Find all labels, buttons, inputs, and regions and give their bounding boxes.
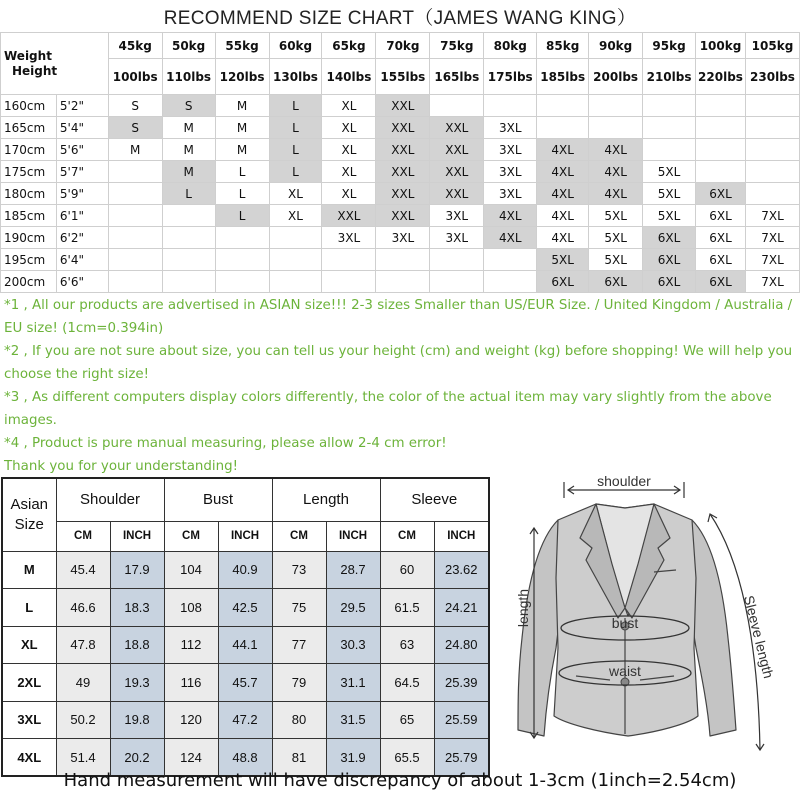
size-cell: M bbox=[162, 117, 215, 139]
size-cell: 4XL bbox=[589, 139, 643, 161]
size-cell: 3XL bbox=[376, 227, 430, 249]
weight-lbs-cell: 120lbs bbox=[215, 59, 269, 95]
inch-value-cell: 18.3 bbox=[110, 589, 164, 627]
size-cell: 3XL bbox=[484, 161, 537, 183]
height-row bbox=[1, 227, 800, 249]
height-cm-cell: 170cm bbox=[1, 139, 57, 161]
size-cell: XXL bbox=[430, 139, 484, 161]
cm-value-cell: 51.4 bbox=[56, 739, 110, 777]
size-cell: 5XL bbox=[643, 205, 696, 227]
size-cell bbox=[643, 117, 696, 139]
cm-value-cell: 120 bbox=[164, 701, 218, 739]
weight-lbs-cell: 165lbs bbox=[430, 59, 484, 95]
weight-lbs-cell: 200lbs bbox=[589, 59, 643, 95]
cm-value-cell: 77 bbox=[272, 626, 326, 664]
size-cell: S bbox=[108, 95, 162, 117]
corner-height-label: Height bbox=[12, 63, 58, 78]
cm-value-cell: 108 bbox=[164, 589, 218, 627]
height-cm-cell: 175cm bbox=[1, 161, 57, 183]
size-cell bbox=[484, 271, 537, 293]
height-ft-cell: 6'4" bbox=[56, 249, 108, 271]
size-cell: 6XL bbox=[696, 205, 746, 227]
measurement-group-length: Length bbox=[272, 478, 380, 521]
size-cell: XL bbox=[269, 183, 322, 205]
size-cell: M bbox=[162, 139, 215, 161]
inch-value-cell: 17.9 bbox=[110, 551, 164, 589]
height-ft-cell: 6'6" bbox=[56, 271, 108, 293]
weight-lbs-cell: 110lbs bbox=[162, 59, 215, 95]
size-cell: L bbox=[215, 183, 269, 205]
size-cell bbox=[269, 249, 322, 271]
jacket-diagram bbox=[488, 468, 800, 768]
recommend-size-table bbox=[0, 32, 800, 293]
size-cell: 4XL bbox=[537, 183, 589, 205]
size-cell bbox=[108, 205, 162, 227]
size-cell: XL bbox=[322, 95, 376, 117]
weight-lbs-cell: 220lbs bbox=[696, 59, 746, 95]
unit-cm-header: CM bbox=[380, 521, 434, 551]
size-cell: 6XL bbox=[643, 271, 696, 293]
cm-value-cell: 80 bbox=[272, 701, 326, 739]
waist-label: waist bbox=[609, 663, 641, 679]
size-cell: 4XL bbox=[589, 183, 643, 205]
height-row bbox=[1, 183, 800, 205]
size-cell bbox=[589, 95, 643, 117]
inch-value-cell: 31.1 bbox=[326, 664, 380, 702]
weight-lbs-cell: 130lbs bbox=[269, 59, 322, 95]
measurement-group-sleeve: Sleeve bbox=[380, 478, 489, 521]
corner-weight-label: Weight bbox=[4, 48, 52, 63]
size-cell bbox=[162, 249, 215, 271]
bust-label: bust bbox=[611, 615, 639, 631]
height-row bbox=[1, 139, 800, 161]
size-cell: L bbox=[215, 205, 269, 227]
note-line: *4 , Product is pure manual measuring, please allow 2-4 cm error! bbox=[4, 436, 447, 451]
size-cell: 5XL bbox=[589, 227, 643, 249]
cm-value-cell: 75 bbox=[272, 589, 326, 627]
size-cell bbox=[745, 117, 799, 139]
cm-value-cell: 112 bbox=[164, 626, 218, 664]
size-cell bbox=[696, 95, 746, 117]
inch-value-cell: 40.9 bbox=[218, 551, 272, 589]
size-cell: 5XL bbox=[589, 249, 643, 271]
size-cell: L bbox=[269, 161, 322, 183]
weight-kg-cell: 60kg bbox=[269, 33, 322, 59]
inch-value-cell: 48.8 bbox=[218, 739, 272, 777]
measurement-group-bust: Bust bbox=[164, 478, 272, 521]
cm-value-cell: 79 bbox=[272, 664, 326, 702]
height-ft-cell: 5'6" bbox=[56, 139, 108, 161]
size-cell: XXL bbox=[430, 117, 484, 139]
inch-value-cell: 25.39 bbox=[434, 664, 489, 702]
cm-value-cell: 50.2 bbox=[56, 701, 110, 739]
height-ft-cell: 5'9" bbox=[56, 183, 108, 205]
size-cell: XXL bbox=[322, 205, 376, 227]
notes-section bbox=[4, 294, 798, 478]
weight-kg-cell: 75kg bbox=[430, 33, 484, 59]
shoulder-label: shoulder bbox=[597, 473, 651, 489]
size-cell: 6XL bbox=[696, 183, 746, 205]
inch-value-cell: 25.79 bbox=[434, 739, 489, 777]
size-cell bbox=[430, 95, 484, 117]
unit-inch-header: INCH bbox=[434, 521, 489, 551]
length-label: length bbox=[515, 588, 531, 628]
measurement-row bbox=[2, 626, 489, 664]
note-line: *1 , All our products are advertised in ASIAN size!!! 2-3 sizes Smaller than US/EUR Size. / United Kingdom / Australia / EU size! (1cm=0.394in) bbox=[4, 298, 793, 336]
weight-kg-cell: 100kg bbox=[696, 33, 746, 59]
inch-value-cell: 31.5 bbox=[326, 701, 380, 739]
unit-cm-header: CM bbox=[272, 521, 326, 551]
size-cell: 4XL bbox=[484, 205, 537, 227]
measurement-group-header bbox=[2, 478, 489, 521]
size-cell: XXL bbox=[376, 161, 430, 183]
measurement-row bbox=[2, 589, 489, 627]
size-cell: 6XL bbox=[643, 249, 696, 271]
inch-value-cell: 29.5 bbox=[326, 589, 380, 627]
height-cm-cell: 160cm bbox=[1, 95, 57, 117]
cm-value-cell: 60 bbox=[380, 551, 434, 589]
measurement-group-shoulder: Shoulder bbox=[56, 478, 164, 521]
size-cell: 4XL bbox=[589, 161, 643, 183]
size-cell bbox=[108, 227, 162, 249]
corner-cell bbox=[1, 33, 109, 95]
weight-lbs-cell: 100lbs bbox=[108, 59, 162, 95]
size-cell: M bbox=[215, 95, 269, 117]
size-cell: 7XL bbox=[745, 249, 799, 271]
weight-kg-cell: 50kg bbox=[162, 33, 215, 59]
cm-value-cell: 63 bbox=[380, 626, 434, 664]
unit-cm-header: CM bbox=[56, 521, 110, 551]
cm-value-cell: 73 bbox=[272, 551, 326, 589]
size-cell: M bbox=[162, 161, 215, 183]
height-ft-cell: 5'7" bbox=[56, 161, 108, 183]
asian-size-cell: 4XL bbox=[2, 739, 56, 777]
size-cell bbox=[484, 95, 537, 117]
size-cell bbox=[643, 95, 696, 117]
size-cell: M bbox=[215, 117, 269, 139]
height-cm-cell: 165cm bbox=[1, 117, 57, 139]
weight-kg-cell: 45kg bbox=[108, 33, 162, 59]
height-cm-cell: 200cm bbox=[1, 271, 57, 293]
weight-kg-cell: 70kg bbox=[376, 33, 430, 59]
inch-value-cell: 45.7 bbox=[218, 664, 272, 702]
size-cell: 6XL bbox=[589, 271, 643, 293]
size-cell bbox=[745, 139, 799, 161]
size-cell: L bbox=[269, 139, 322, 161]
size-cell bbox=[215, 249, 269, 271]
size-cell bbox=[215, 271, 269, 293]
note-line: *3 , As different computers display colors differently, the color of the actual item may vary slightly from the above images. bbox=[4, 390, 772, 428]
size-cell: XL bbox=[322, 161, 376, 183]
size-cell: 3XL bbox=[484, 117, 537, 139]
size-cell: 5XL bbox=[643, 183, 696, 205]
size-cell bbox=[745, 161, 799, 183]
size-cell bbox=[322, 249, 376, 271]
asian-size-header bbox=[2, 478, 56, 551]
height-ft-cell: 6'2" bbox=[56, 227, 108, 249]
asian-size-line1: Asian bbox=[10, 495, 49, 513]
cm-value-cell: 81 bbox=[272, 739, 326, 777]
cm-value-cell: 49 bbox=[56, 664, 110, 702]
height-cm-cell: 195cm bbox=[1, 249, 57, 271]
size-cell: XXL bbox=[376, 95, 430, 117]
size-cell bbox=[696, 117, 746, 139]
size-cell: 4XL bbox=[537, 227, 589, 249]
size-cell: XL bbox=[322, 139, 376, 161]
size-cell bbox=[484, 249, 537, 271]
size-cell: 7XL bbox=[745, 205, 799, 227]
size-cell bbox=[696, 139, 746, 161]
size-cell: 5XL bbox=[643, 161, 696, 183]
weight-kg-cell: 105kg bbox=[745, 33, 799, 59]
size-cell: XXL bbox=[376, 205, 430, 227]
asian-size-cell: 3XL bbox=[2, 701, 56, 739]
size-cell bbox=[589, 117, 643, 139]
height-row bbox=[1, 161, 800, 183]
inch-value-cell: 42.5 bbox=[218, 589, 272, 627]
cm-value-cell: 47.8 bbox=[56, 626, 110, 664]
weight-lbs-cell: 175lbs bbox=[484, 59, 537, 95]
size-cell: 4XL bbox=[537, 161, 589, 183]
size-cell bbox=[269, 271, 322, 293]
asian-size-cell: 2XL bbox=[2, 664, 56, 702]
unit-cm-header: CM bbox=[164, 521, 218, 551]
sleeve-length-label: Sleeve length bbox=[740, 593, 777, 680]
size-cell bbox=[162, 271, 215, 293]
size-cell: 5XL bbox=[537, 249, 589, 271]
height-cm-cell: 180cm bbox=[1, 183, 57, 205]
size-cell bbox=[537, 117, 589, 139]
measurement-table bbox=[1, 477, 490, 777]
asian-size-cell: XL bbox=[2, 626, 56, 664]
inch-value-cell: 30.3 bbox=[326, 626, 380, 664]
size-cell bbox=[376, 271, 430, 293]
size-cell bbox=[108, 271, 162, 293]
weight-kg-cell: 55kg bbox=[215, 33, 269, 59]
size-cell: 6XL bbox=[696, 249, 746, 271]
measurement-row bbox=[2, 701, 489, 739]
size-cell: XXL bbox=[376, 139, 430, 161]
size-cell bbox=[108, 183, 162, 205]
weight-lbs-row bbox=[1, 59, 800, 95]
size-cell: XXL bbox=[430, 183, 484, 205]
size-cell: L bbox=[269, 95, 322, 117]
size-cell bbox=[162, 227, 215, 249]
weight-lbs-cell: 230lbs bbox=[745, 59, 799, 95]
cm-value-cell: 64.5 bbox=[380, 664, 434, 702]
cm-value-cell: 124 bbox=[164, 739, 218, 777]
inch-value-cell: 25.59 bbox=[434, 701, 489, 739]
inch-value-cell: 18.8 bbox=[110, 626, 164, 664]
cm-value-cell: 46.6 bbox=[56, 589, 110, 627]
cm-value-cell: 104 bbox=[164, 551, 218, 589]
height-cm-cell: 190cm bbox=[1, 227, 57, 249]
size-cell bbox=[745, 183, 799, 205]
weight-lbs-cell: 210lbs bbox=[643, 59, 696, 95]
size-cell bbox=[643, 139, 696, 161]
size-cell: 3XL bbox=[322, 227, 376, 249]
height-ft-cell: 6'1" bbox=[56, 205, 108, 227]
size-cell: L bbox=[269, 117, 322, 139]
size-cell: 4XL bbox=[537, 139, 589, 161]
size-cell: XL bbox=[322, 183, 376, 205]
size-cell bbox=[162, 205, 215, 227]
size-cell: M bbox=[215, 139, 269, 161]
weight-kg-cell: 80kg bbox=[484, 33, 537, 59]
size-cell: XL bbox=[269, 205, 322, 227]
inch-value-cell: 19.3 bbox=[110, 664, 164, 702]
size-cell: S bbox=[108, 117, 162, 139]
size-cell: 6XL bbox=[696, 271, 746, 293]
size-cell bbox=[322, 271, 376, 293]
weight-lbs-cell: 140lbs bbox=[322, 59, 376, 95]
size-cell: 3XL bbox=[484, 183, 537, 205]
measurement-row bbox=[2, 551, 489, 589]
size-cell bbox=[108, 249, 162, 271]
cm-value-cell: 65 bbox=[380, 701, 434, 739]
inch-value-cell: 23.62 bbox=[434, 551, 489, 589]
inch-value-cell: 24.80 bbox=[434, 626, 489, 664]
height-ft-cell: 5'2" bbox=[56, 95, 108, 117]
note-line: Thank you for your understanding! bbox=[4, 459, 238, 474]
size-cell: 3XL bbox=[430, 227, 484, 249]
size-cell bbox=[430, 271, 484, 293]
unit-inch-header: INCH bbox=[110, 521, 164, 551]
size-cell: 6XL bbox=[537, 271, 589, 293]
weight-kg-row bbox=[1, 33, 800, 59]
inch-value-cell: 24.21 bbox=[434, 589, 489, 627]
size-cell: 4XL bbox=[537, 205, 589, 227]
size-cell: 7XL bbox=[745, 271, 799, 293]
size-cell bbox=[745, 95, 799, 117]
size-cell: XXL bbox=[376, 117, 430, 139]
size-cell: XXL bbox=[376, 183, 430, 205]
note-line: *2 , If you are not sure about size, you can tell us your height (cm) and weight (kg) before shopping! We will help you choose the right size! bbox=[4, 344, 793, 382]
size-cell: L bbox=[215, 161, 269, 183]
weight-lbs-cell: 185lbs bbox=[537, 59, 589, 95]
weight-kg-cell: 85kg bbox=[537, 33, 589, 59]
unit-inch-header: INCH bbox=[326, 521, 380, 551]
size-cell: 5XL bbox=[589, 205, 643, 227]
size-cell: 6XL bbox=[643, 227, 696, 249]
inch-value-cell: 31.9 bbox=[326, 739, 380, 777]
size-cell: XXL bbox=[430, 161, 484, 183]
weight-kg-cell: 90kg bbox=[589, 33, 643, 59]
height-cm-cell: 185cm bbox=[1, 205, 57, 227]
size-cell: 4XL bbox=[484, 227, 537, 249]
inch-value-cell: 28.7 bbox=[326, 551, 380, 589]
size-cell: 6XL bbox=[696, 227, 746, 249]
size-cell bbox=[269, 227, 322, 249]
height-ft-cell: 5'4" bbox=[56, 117, 108, 139]
measurement-row bbox=[2, 664, 489, 702]
size-cell: 3XL bbox=[430, 205, 484, 227]
size-cell: L bbox=[162, 183, 215, 205]
size-cell: XL bbox=[322, 117, 376, 139]
size-cell bbox=[696, 161, 746, 183]
height-row bbox=[1, 117, 800, 139]
asian-size-line2: Size bbox=[14, 515, 44, 533]
size-cell: M bbox=[108, 139, 162, 161]
cm-value-cell: 45.4 bbox=[56, 551, 110, 589]
inch-value-cell: 19.8 bbox=[110, 701, 164, 739]
inch-value-cell: 20.2 bbox=[110, 739, 164, 777]
size-cell: 7XL bbox=[745, 227, 799, 249]
chart-title: RECOMMEND SIZE CHART（JAMES WANG KING） bbox=[163, 8, 637, 29]
size-cell bbox=[376, 249, 430, 271]
size-cell bbox=[537, 95, 589, 117]
size-cell: 3XL bbox=[484, 139, 537, 161]
inch-value-cell: 44.1 bbox=[218, 626, 272, 664]
height-row bbox=[1, 271, 800, 293]
size-cell bbox=[430, 249, 484, 271]
size-cell bbox=[108, 161, 162, 183]
asian-size-cell: M bbox=[2, 551, 56, 589]
height-row bbox=[1, 205, 800, 227]
cm-value-cell: 116 bbox=[164, 664, 218, 702]
weight-kg-cell: 65kg bbox=[322, 33, 376, 59]
cm-value-cell: 65.5 bbox=[380, 739, 434, 777]
size-cell: S bbox=[162, 95, 215, 117]
height-row bbox=[1, 95, 800, 117]
weight-lbs-cell: 155lbs bbox=[376, 59, 430, 95]
footer-note: Hand measurement will have discrepancy of about 1-3cm (1inch=2.54cm) bbox=[63, 770, 737, 791]
height-row bbox=[1, 249, 800, 271]
unit-header-row bbox=[2, 521, 489, 551]
unit-inch-header: INCH bbox=[218, 521, 272, 551]
cm-value-cell: 61.5 bbox=[380, 589, 434, 627]
asian-size-cell: L bbox=[2, 589, 56, 627]
size-cell bbox=[215, 227, 269, 249]
weight-kg-cell: 95kg bbox=[643, 33, 696, 59]
inch-value-cell: 47.2 bbox=[218, 701, 272, 739]
